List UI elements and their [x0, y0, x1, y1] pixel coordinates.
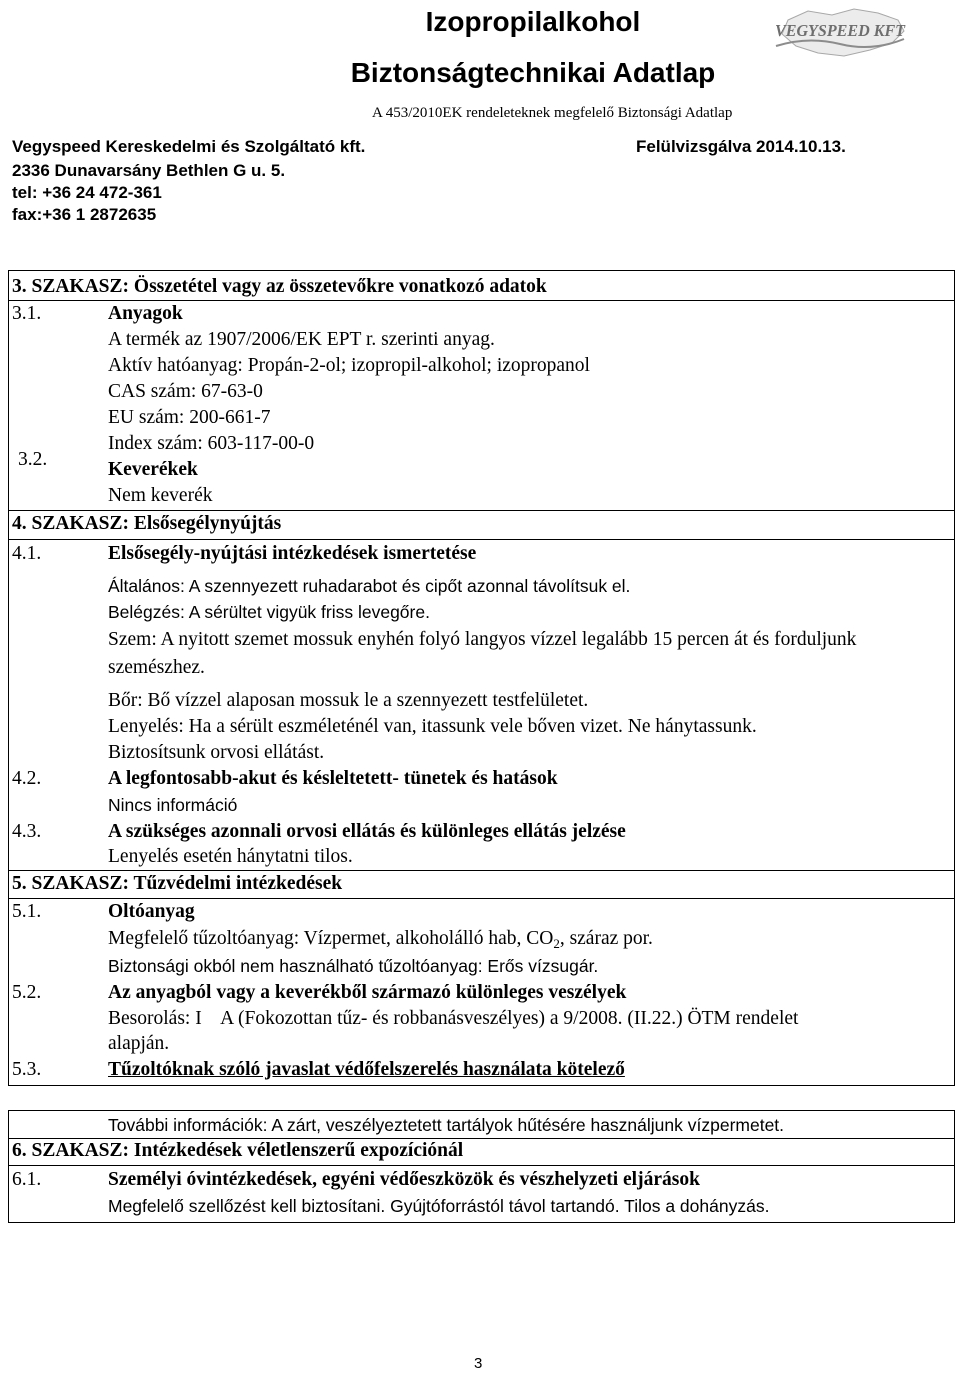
company-name: Vegyspeed Kereskedelmi és Szolgáltató kft. — [12, 137, 366, 156]
text-line: alapján. — [108, 1033, 170, 1054]
text-line: Biztosítsunk orvosi ellátást. — [108, 742, 325, 763]
subsection-title: Keverékek — [108, 459, 198, 480]
text-line: Szem: A nyitott szemet mossuk enyhén folyó langyos vízzel legalább 15 percen át és forduljunk — [108, 629, 857, 650]
subsection-title: Oltóanyag — [108, 901, 195, 922]
logo-graphic — [770, 4, 910, 64]
border-right-box1 — [954, 270, 955, 1086]
rule-top — [8, 270, 955, 271]
section3-heading: 3. SZAKASZ: Összetétel vagy az összetevőkre vonatkozó adatok — [12, 276, 547, 297]
rule-section6-top — [8, 1138, 955, 1139]
border-left-box1 — [8, 270, 9, 1086]
rule-box1-bottom — [8, 1085, 955, 1086]
text-line: EU szám: 200-661-7 — [108, 407, 271, 428]
company-logo — [770, 4, 910, 64]
text-line: A termék az 1907/2006/EK EPT r. szerinti anyag. — [108, 329, 495, 350]
rule-section5-top — [8, 870, 955, 871]
subsection-number: 4.1. — [12, 543, 42, 564]
text-line: Besorolás: I A (Fokozottan tűz- és robbanásveszélyes) a 9/2008. (II.22.) ÖTM rendelet — [108, 1008, 799, 1029]
subsection-title: A szükséges azonnali orvosi ellátás és különleges ellátás jelzése — [108, 821, 626, 842]
section6-heading: 6. SZAKASZ: Intézkedések véletlenszerű expozíciónál — [12, 1140, 464, 1161]
subsection-number: 4.3. — [12, 821, 42, 842]
text-line: Lenyelés esetén hánytatni tilos. — [108, 846, 353, 867]
subsection-number: 3.2. — [18, 449, 48, 470]
subsection-number: 4.2. — [12, 768, 42, 789]
subsection-title: A legfontosabb-akut és késleltetett- tünetek és hatások — [108, 768, 558, 789]
subsection-title: Személyi óvintézkedések, egyéni védőeszközök és vészhelyzeti eljárások — [108, 1169, 700, 1190]
section4-heading: 4. SZAKASZ: Elsősegélynyújtás — [12, 513, 282, 534]
logo-text: VEGYSPEED KFT — [775, 21, 906, 40]
section5-heading: 5. SZAKASZ: Tűzvédelmi intézkedések — [12, 873, 343, 894]
rule-section4-bottom — [8, 539, 955, 540]
company-fax: fax:+36 1 2872635 — [12, 205, 157, 224]
subsection-number: 5.2. — [12, 982, 42, 1003]
company-phone: tel: +36 24 472-361 — [12, 183, 162, 202]
rule-box2-top — [8, 1110, 955, 1111]
text-line: Belégzés: A sérültet vigyük friss levegőre. — [108, 602, 430, 622]
rule-section6-bottom — [8, 1165, 955, 1166]
text-line: Bőr: Bő vízzel alaposan mossuk le a szennyezett testfelületet. — [108, 690, 589, 711]
text-line: Nem keverék — [108, 485, 213, 506]
text-line: Aktív hatóanyag: Propán-2-ol; izopropil-alkohol; izopropanol — [108, 355, 590, 376]
text-line: CAS szám: 67-63-0 — [108, 381, 263, 402]
subsection-number: 5.3. — [12, 1059, 42, 1080]
company-address: 2336 Dunavarsány Bethlen G u. 5. — [12, 161, 286, 180]
text-line: Index szám: 603-117-00-0 — [108, 433, 315, 454]
subsection-title: Anyagok — [108, 303, 183, 324]
subsection-title: Elsősegély-nyújtási intézkedések ismertetése — [108, 543, 477, 564]
further-info-line: További információk: A zárt, veszélyeztetett tartályok hűtésére használjunk vízpermetet. — [108, 1115, 785, 1135]
rule-section4-top — [8, 510, 955, 511]
border-right-box2 — [954, 1110, 955, 1223]
rule-section5-bottom — [8, 898, 955, 899]
border-left-box2 — [8, 1110, 9, 1223]
subsection-title: Tűzoltóknak szóló javaslat védőfelszerelés használata kötelező — [108, 1059, 625, 1080]
text-line: szemészhez. — [108, 657, 205, 678]
subsection-number: 6.1. — [12, 1169, 42, 1190]
subsection-title: Az anyagból vagy a keverékből származó különleges veszélyek — [108, 982, 627, 1003]
text-line: Megfelelő szellőzést kell biztosítani. Gyújtóforrástól távol tartandó. Tilos a dohányzás. — [108, 1196, 770, 1216]
subsection-number: 3.1. — [12, 303, 42, 324]
rule-box2-bottom — [8, 1222, 955, 1223]
revision-date: Felülvizsgálva 2014.10.13. — [636, 137, 846, 156]
text-line: Nincs információ — [108, 795, 238, 815]
document-subtitle: Biztonságtechnikai Adatlap — [350, 57, 716, 88]
page-number: 3 — [474, 1355, 483, 1372]
regulation-note: A 453/2010EK rendeleteknek megfelelő Biztonsági Adatlap — [372, 105, 733, 121]
text-line: Lenyelés: Ha a sérült eszméleténél van, itassunk vele bőven vizet. Ne hánytassunk. — [108, 716, 757, 737]
extinguishing-agent-line — [108, 928, 653, 950]
subsection-number: 5.1. — [12, 901, 42, 922]
rule-section3-bottom — [8, 300, 955, 301]
subscript-two: 2 — [553, 936, 560, 951]
text-fragment: Megfelelő tűzoltóanyag: Vízpermet, alkoholálló hab, CO — [108, 928, 554, 949]
text-fragment: , száraz por. — [559, 928, 653, 949]
text-line: Általános: A szennyezett ruhadarabot és cipőt azonnal távolítsuk el. — [108, 576, 631, 596]
text-line: Biztonsági okból nem használható tűzoltóanyag: Erős vízsugár. — [108, 956, 599, 976]
document-title: Izopropilalkohol — [425, 6, 641, 37]
